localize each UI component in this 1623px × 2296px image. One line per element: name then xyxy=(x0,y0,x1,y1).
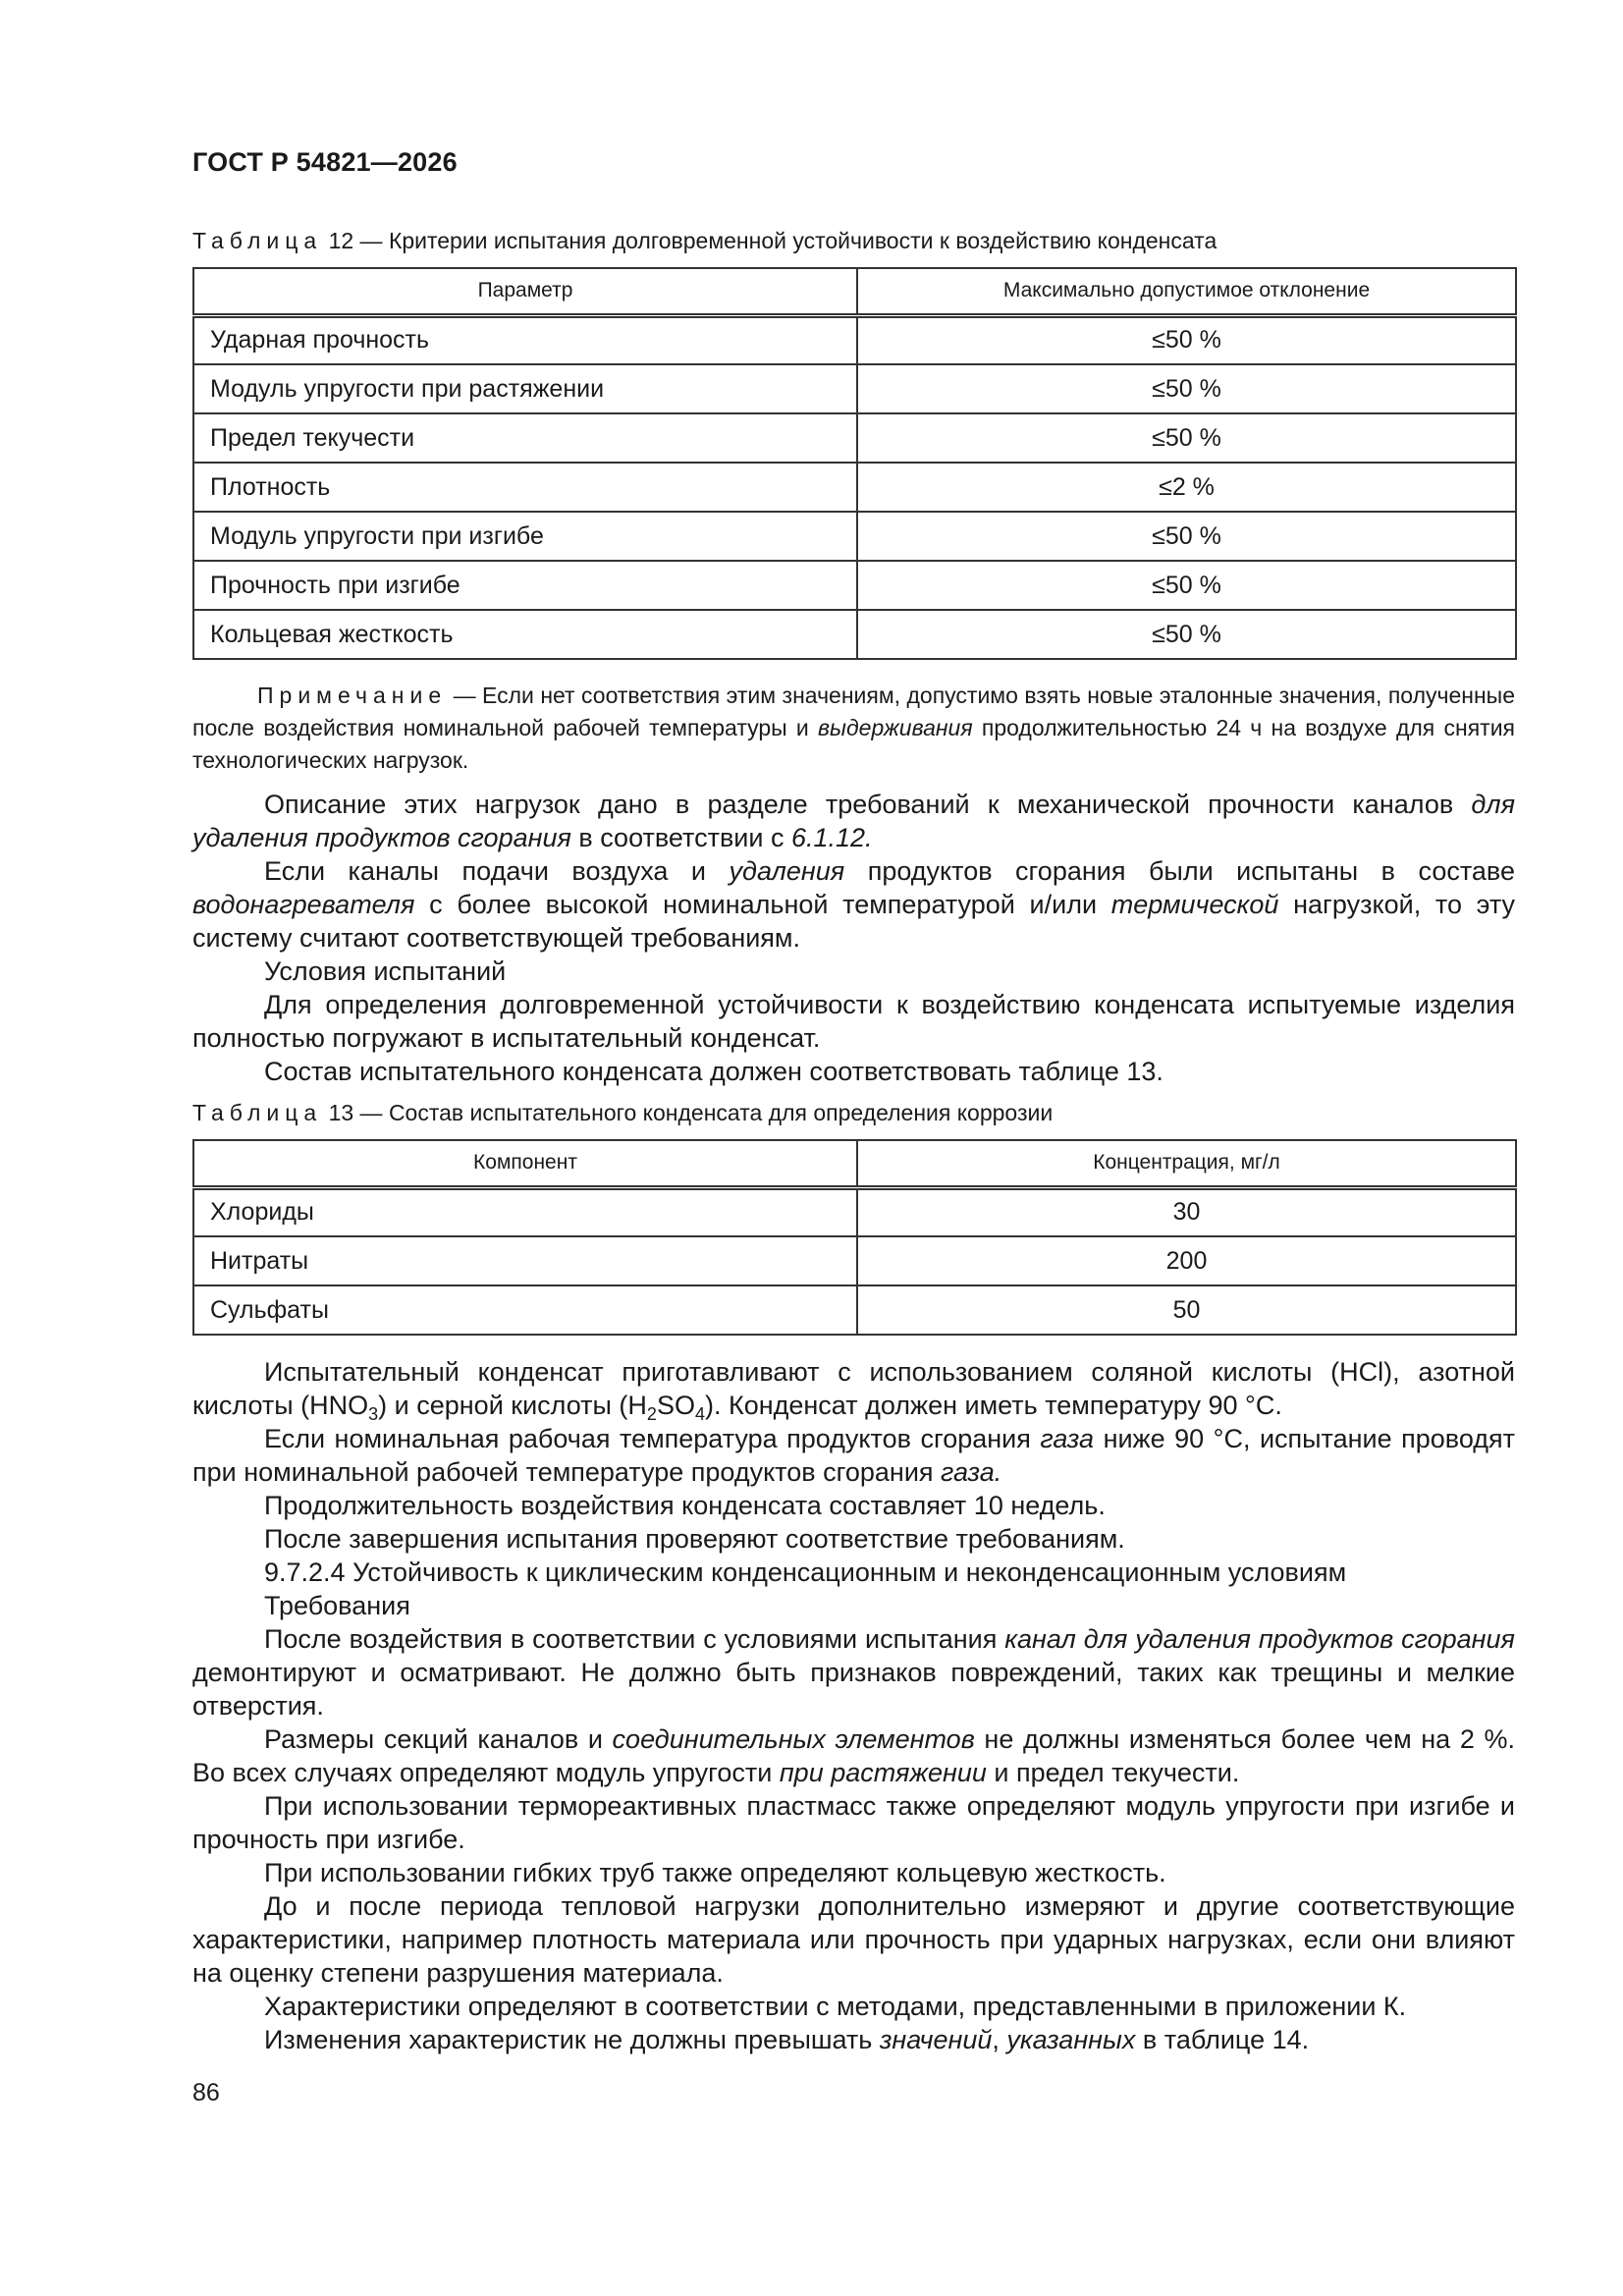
table-row xyxy=(193,413,1516,463)
paragraph: Для определения долговременной устойчивости к воздействию конденсата испытуемые изделия полностью погружают в испытательный конденсат. xyxy=(192,990,1515,1053)
table-cell-value: ≤50 % xyxy=(857,364,1516,413)
table-12-header-row xyxy=(193,268,1516,315)
table-row xyxy=(193,1236,1516,1285)
table-cell-component: Нитраты xyxy=(193,1236,857,1285)
paragraph: При использовании термореактивных пластмасс также определяют модуль упругости при изгибе и прочность при изгибе. xyxy=(192,1791,1515,1854)
table-row xyxy=(193,512,1516,561)
table-13-header-concentration: Концентрация, мг/л xyxy=(857,1140,1516,1187)
table-12-caption xyxy=(192,228,1217,254)
table-13-caption-text: 13 — Состав испытательного конденсата для определения коррозии xyxy=(322,1100,1054,1125)
paragraph: Описание этих нагрузок дано в разделе требований к механической прочности каналов для удаления продуктов сгорания в соответствии с 6.1.12. xyxy=(192,790,1515,852)
table-row xyxy=(193,561,1516,610)
paragraph: Состав испытательного конденсата должен соответствовать таблице 13. xyxy=(264,1057,1163,1086)
table-cell-value: ≤2 % xyxy=(857,463,1516,512)
table-cell-value: ≤50 % xyxy=(857,315,1516,364)
paragraph: До и после периода тепловой нагрузки дополнительно измеряют и другие соответствующие характеристики, например плотность материала или прочность при ударных нагрузках, если они влияют на оценку степени разрушения материала. xyxy=(192,1891,1515,1988)
table-13-caption xyxy=(192,1100,1053,1126)
table-13-header-component: Компонент xyxy=(193,1140,857,1187)
table-cell-component: Сульфаты xyxy=(193,1285,857,1335)
table-cell-value: ≤50 % xyxy=(857,413,1516,463)
table-13-caption-label: Таблица xyxy=(192,1100,323,1125)
table-13 xyxy=(192,1139,1517,1336)
table-row xyxy=(193,463,1516,512)
table-12-header-param: Параметр xyxy=(193,268,857,315)
paragraph: После завершения испытания проверяют соответствие требованиям. xyxy=(264,1524,1125,1554)
table-12 xyxy=(192,267,1517,660)
table-12-note: Примечание — Если нет соответствия этим значениям, допустимо взять новые эталонные значения, полученные после воздействия номинальной рабочей температуры и выдерживания продолжительностью 24 ч на воздухе для снятия технологических нагрузок. xyxy=(192,683,1515,773)
text-block-1 xyxy=(192,788,1515,1088)
table-cell-param: Модуль упругости при изгибе xyxy=(193,512,857,561)
table-cell-component: Хлориды xyxy=(193,1187,857,1236)
table-12-caption-label: Таблица xyxy=(192,228,323,253)
paragraph: Если номинальная рабочая температура продуктов сгорания газа ниже 90 °C, испытание проводят при номинальной рабочей температуре продуктов сгорания газа. xyxy=(192,1424,1515,1487)
paragraph: Характеристики определяют в соответствии с методами, представленными в приложении К. xyxy=(264,1992,1407,2021)
table-13-header-row xyxy=(193,1140,1516,1187)
table-cell-value: 50 xyxy=(857,1285,1516,1335)
table-cell-value: 200 xyxy=(857,1236,1516,1285)
table-row xyxy=(193,1285,1516,1335)
table-12-header-deviation: Максимально допустимое отклонение xyxy=(857,268,1516,315)
table-cell-param: Ударная прочность xyxy=(193,315,857,364)
paragraph: Требования xyxy=(264,1591,410,1620)
table-row xyxy=(193,364,1516,413)
table-cell-param: Кольцевая жесткость xyxy=(193,610,857,659)
table-cell-value: ≤50 % xyxy=(857,561,1516,610)
note-label: Примечание xyxy=(257,683,448,708)
table-row xyxy=(193,1187,1516,1236)
table-row xyxy=(193,315,1516,364)
paragraph: Если каналы подачи воздуха и удаления продуктов сгорания были испытаны в составе водонагревателя с более высокой номинальной температурой и/или термической нагрузкой, то эту систему считают соответствующей требованиям. xyxy=(192,856,1515,953)
table-cell-value: 30 xyxy=(857,1187,1516,1236)
document-code: ГОСТ Р 54821—2026 xyxy=(192,147,458,177)
paragraph: Условия испытаний xyxy=(264,957,507,986)
page-number: 86 xyxy=(192,2079,220,2106)
table-cell-param: Плотность xyxy=(193,463,857,512)
table-cell-value: ≤50 % xyxy=(857,512,1516,561)
text-block-2 xyxy=(192,1355,1515,2056)
table-cell-value: ≤50 % xyxy=(857,610,1516,659)
section-heading: 9.7.2.4 Устойчивость к циклическим конденсационным и неконденсационным условиям xyxy=(264,1558,1347,1587)
paragraph: При использовании гибких труб также определяют кольцевую жесткость. xyxy=(264,1858,1166,1887)
table-cell-param: Модуль упругости при растяжении xyxy=(193,364,857,413)
paragraph: Размеры секций каналов и соединительных элементов не должны изменяться более чем на 2 %. Во всех случаях определяют модуль упругости при растяжении и предел текучести. xyxy=(192,1724,1515,1787)
table-cell-param: Прочность при изгибе xyxy=(193,561,857,610)
table-row xyxy=(193,610,1516,659)
paragraph: После воздействия в соответствии с условиями испытания канал для удаления продуктов сгорания демонтируют и осматривают. Не должно быть признаков повреждений, таких как трещины и мелкие отверстия. xyxy=(192,1624,1515,1721)
table-cell-param: Предел текучести xyxy=(193,413,857,463)
paragraph: Изменения характеристик не должны превышать значений, указанных в таблице 14. xyxy=(264,2025,1310,2054)
table-12-caption-text: 12 — Критерии испытания долговременной устойчивости к воздействию конденсата xyxy=(322,228,1217,253)
paragraph: Продолжительность воздействия конденсата составляет 10 недель. xyxy=(264,1491,1106,1520)
paragraph: Испытательный конденсат приготавливают с использованием соляной кислоты (HCl), азотной кислоты $(HNO_3)$ и серной кислоты $(H_2SO_4)$. Конденсат должен иметь температуру 90 °C. xyxy=(192,1357,1515,1424)
